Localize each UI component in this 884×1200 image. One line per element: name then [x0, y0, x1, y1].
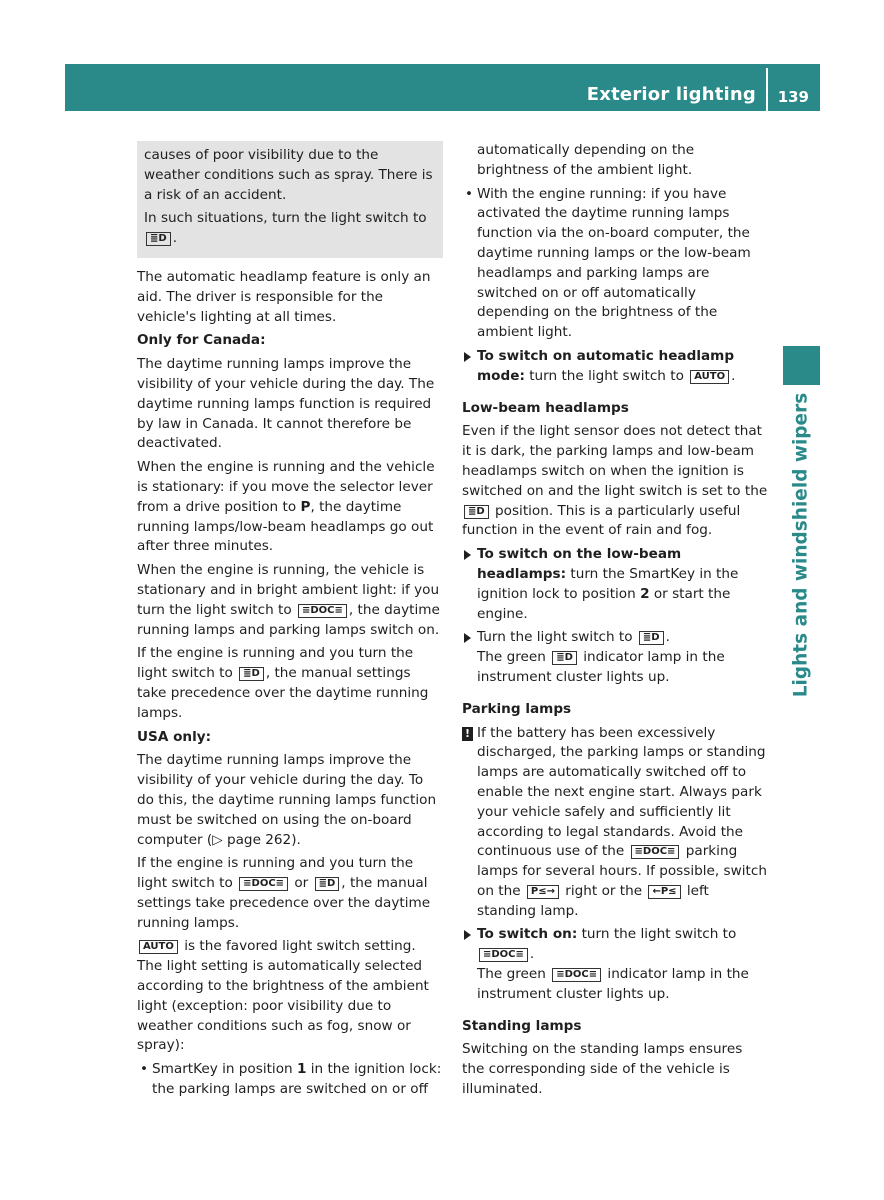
paragraph: The daytime running lamps improve the visibility of your vehicle during the day. The daytime running lamps function is required by law in Canada. It cannot therefore be deactivated.	[137, 356, 435, 452]
page-title: Exterior lighting	[586, 84, 756, 105]
low-beam-icon: ≣D	[552, 651, 577, 665]
paragraph: If the engine is running and you turn the light switch to ≣D , the manual settings take precedence over the daytime running lamps.	[137, 645, 429, 721]
paragraph: When the engine is running, the vehicle is stationary and in bright ambient light: if you turn the light switch to ≡DOC≡ , the daytime running lamps and parking lamps switch on.	[137, 562, 440, 638]
paragraph: Even if the light sensor does not detect that it is dark, the parking lamps and low-beam headlamps switch on when the ignition is switched on and the light switch is set to the ≣D position. This is a particularly useful function in the event of rain and fog.	[462, 423, 768, 539]
instruction-step: To switch on the low-beam headlamps: turn the SmartKey in the ignition lock to position 2 or start the engine.	[462, 545, 768, 624]
paragraph: The daytime running lamps improve the visibility of your vehicle during the day. To do this, the daytime running lamps function must be switched on using the on-board computer (▷ page 262).	[137, 752, 437, 848]
low-beam-icon: ≣D	[639, 631, 664, 645]
auto-icon: AUTO	[690, 370, 729, 384]
auto-icon: AUTO	[139, 940, 178, 954]
paragraph: automatically depending on the brightness of the ambient light.	[477, 142, 695, 178]
paragraph: The automatic headlamp feature is only an aid. The driver is responsible for the vehicle's lighting at all times.	[137, 268, 431, 325]
paragraph: If the engine is running and you turn the light switch to ≡DOC≡ or ≣D , the manual settings take precedence over the daytime running lamps.	[137, 855, 431, 931]
page-ref-arrow-icon: ▷	[212, 831, 223, 848]
list-item: • SmartKey in position 1 in the ignition lock: the parking lamps are switched on or off	[137, 1060, 443, 1100]
subheading-usa: USA only:	[137, 728, 212, 745]
parking-lamp-icon: ≡DOC≡	[479, 948, 528, 962]
instruction-step: To switch on: turn the light switch to ≡DOC≡ . The green ≡DOC≡ indicator lamp in the instrument cluster lights up.	[462, 925, 768, 1004]
section-heading: Parking lamps	[462, 700, 572, 717]
parking-lamp-icon: ≡DOC≡	[298, 604, 347, 618]
low-beam-icon: ≣D	[464, 505, 489, 519]
side-tab-marker	[783, 346, 820, 385]
page-number: 139	[777, 88, 809, 106]
warning-text: causes of poor visibility due to the weather conditions such as spray. There is a risk of an accident.	[144, 147, 433, 203]
paragraph: When the engine is running and the vehicle is stationary: if you move the selector lever from a drive position to P, the daytime running lamps/low-beam headlamps go out after three minutes.	[137, 459, 435, 555]
left-column	[137, 141, 443, 1104]
side-tab-label: Lights and windshield wipers	[790, 392, 812, 698]
section-heading: Standing lamps	[462, 1017, 582, 1034]
low-beam-icon: ≣D	[146, 232, 171, 246]
header-divider	[766, 68, 768, 111]
instruction-step: To switch on automatic headlamp mode: turn the light switch to AUTO .	[462, 347, 768, 387]
section-heading: Low-beam headlamps	[462, 399, 629, 416]
left-standing-lamp-icon: ←P≤	[648, 885, 680, 899]
warning-box	[137, 141, 443, 258]
side-tab	[783, 392, 820, 698]
list-item: • With the engine running: if you have activated the daytime running lamps function via the on-board computer, the daytime running lamps or the low-beam headlamps and parking lamps are switched on or off automatically depending on the brightness of the ambient light.	[462, 185, 768, 343]
low-beam-icon: ≣D	[315, 877, 340, 891]
parking-lamp-icon: ≡DOC≡	[552, 968, 601, 982]
warning-notice: ! If the battery has been excessively discharged, the parking lamps or standing lamps are automatically switched off to enable the next engine start. Always park your vehicle safely and sufficiently lit according to legal standards. Avoid the continuous use of the ≡DOC≡ parking lamps for several hours. If possible, switch on the P≤→ right or the ←P≤ left standing lamp.	[462, 724, 768, 922]
warning-icon: !	[462, 727, 473, 741]
paragraph: AUTO is the favored light switch setting. The light setting is automatically selected according to the brightness of the ambient light (exception: poor visibility due to weather conditions such as fog, snow or spray):	[137, 938, 429, 1054]
right-column	[462, 141, 768, 1104]
low-beam-icon: ≣D	[239, 667, 264, 681]
instruction-step: Turn the light switch to ≣D . The green ≣D indicator lamp in the instrument cluster lights up.	[462, 628, 768, 687]
header-bar	[65, 64, 820, 111]
right-standing-lamp-icon: P≤→	[527, 885, 559, 899]
paragraph: Switching on the standing lamps ensures the corresponding side of the vehicle is illuminated.	[462, 1041, 743, 1098]
subheading-canada: Only for Canada:	[137, 332, 266, 349]
parking-lamp-icon: ≡DOC≡	[239, 877, 288, 891]
warning-instruction: In such situations, turn the light switch to ≣D .	[144, 210, 427, 247]
parking-lamp-icon: ≡DOC≡	[631, 845, 680, 859]
